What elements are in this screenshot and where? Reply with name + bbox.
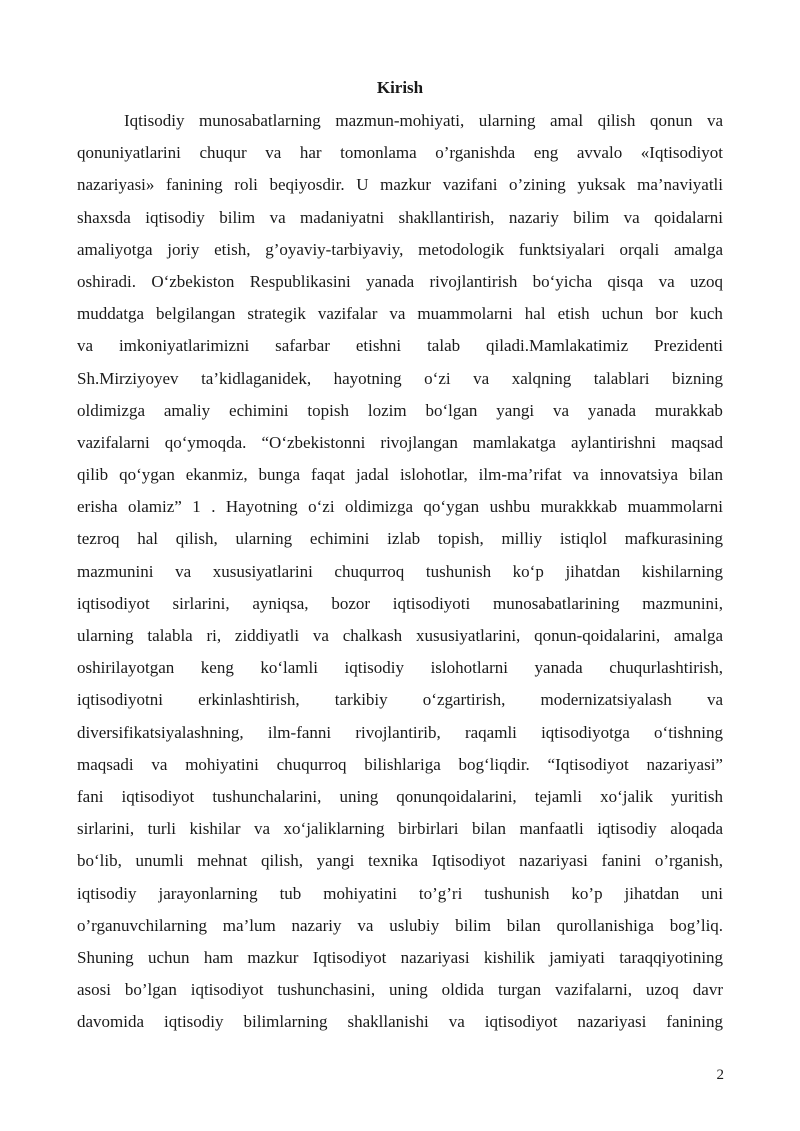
- text-line: Shuning uchun ham mazkur Iqtisodiyot nazariyasi kishilik jamiyati taraqqiyotining: [77, 947, 723, 967]
- text-line: o’rganuvchilarning ma’lum nazariy va uslubiy bilim bilan qurollanishiga bog’liq.: [77, 915, 723, 935]
- text-line: shaxsda iqtisodiy bilim va madaniyatni shakllantirish, nazariy bilim va qoidalarni: [77, 207, 723, 227]
- text-line: fani iqtisodiyot tushunchalarini, uning qonunqoidalarini, tejamli xo‘jalik yuritish: [77, 786, 723, 806]
- page-title: Kirish: [376, 78, 424, 97]
- text-line: ularning talabla ri, ziddiyatli va chalkash xususiyatlarini, qonun-qoidalarini, amalga: [77, 626, 723, 645]
- text-line: sirlarini, turli kishilar va xo‘jaliklarning birbirlari bilan manfaatli iqtisodiy aloqada: [77, 819, 723, 839]
- text-line: oshiradi. O‘zbekiston Respublikasini yanada rivojlantirish bo‘yicha qisqa va uzoq: [77, 271, 723, 291]
- page-number: 2: [716, 1067, 724, 1083]
- text-line: Iqtisodiy munosabatlarning mazmun-mohiyati, ularning amal qilish qonun va: [124, 111, 723, 130]
- text-line: diversifikatsiyalashning, ilm-fanni rivojlantirib, raqamli iqtisodiyotga o‘tishning: [77, 722, 723, 742]
- text-line: nazariyasi» fanining roli beqiyosdir. U mazkur vazifani o’zining yuksak ma’naviyatli: [77, 175, 723, 195]
- text-line: asosi bo’lgan iqtisodiyot tushunchasini, uning oldida turgan vazifalarni, uzoq davr: [77, 980, 723, 1000]
- text-line: bo‘lib, unumli mehnat qilish, yangi texnika Iqtisodiyot nazariyasi fanini o’rganish,: [77, 851, 723, 871]
- text-line: oshirilayotgan keng ko‘lamli iqtisodiy islohotlarni yanada chuqurlashtirish,: [77, 658, 723, 678]
- text-line: maqsadi va mohiyatini chuqurroq bilishlariga bog‘liqdir. “Iqtisodiyot nazariyasi”: [77, 754, 723, 774]
- text-line: oldimizga amaliy echimini topish lozim bo‘lgan yangi va yanada murakkab: [77, 400, 723, 420]
- text-line: amaliyotga joriy etish, g’oyaviy-tarbiyaviy, metodologik funktsiyalari orqali amalga: [77, 239, 723, 259]
- text-line: iqtisodiyotni erkinlashtirish, tarkibiy o‘zgartirish, modernizatsiyalash va: [77, 690, 723, 710]
- text-line: va imkoniyatlarimizni safarbar etishni talab qiladi.Mamlakatimiz Prezidenti: [77, 336, 723, 356]
- text-line: vazifalarni qo‘ymoqda. “O‘zbekistonni rivojlangan mamlakatga aylantirishni maqsad: [77, 432, 723, 452]
- text-line: muddatga belgilangan strategik vazifalar va muammolarni hal etish uchun bor kuch: [77, 304, 723, 324]
- text-line: qilib qo‘ygan ekanmiz, bunga faqat jadal islohotlar, ilm-ma’rifat va innovatsiya bilan: [77, 465, 723, 485]
- body-paragraph: [77, 105, 723, 1038]
- text-line: Sh.Mirziyoyev ta’kidlaganidek, hayotning o‘zi va xalqning talablari bizning: [77, 368, 723, 388]
- text-line: qonuniyatlarini chuqur va har tomonlama o’rganishda eng avvalo «Iqtisodiyot: [77, 143, 723, 163]
- text-line: erisha olamiz” 1 . Hayotning o‘zi oldimizga qo‘ygan ushbu murakkkab muammolarni: [77, 497, 723, 517]
- text-line: mazmunini va xususiyatlarini chuqurroq tushunish ko‘p jihatdan kishilarning: [77, 561, 723, 581]
- text-line: iqtisodiy jarayonlarning tub mohiyatini to’g’ri tushunish ko’p jihatdan uni: [77, 883, 723, 903]
- text-line: tezroq hal qilish, ularning echimini izlab topish, milliy istiqlol mafkurasining: [77, 529, 723, 549]
- text-line: iqtisodiyot sirlarini, ayniqsa, bozor iqtisodiyoti munosabatlarining mazmunini,: [77, 593, 723, 613]
- text-line: davomida iqtisodiy bilimlarning shakllanishi va iqtisodiyot nazariyasi fanining: [77, 1012, 723, 1032]
